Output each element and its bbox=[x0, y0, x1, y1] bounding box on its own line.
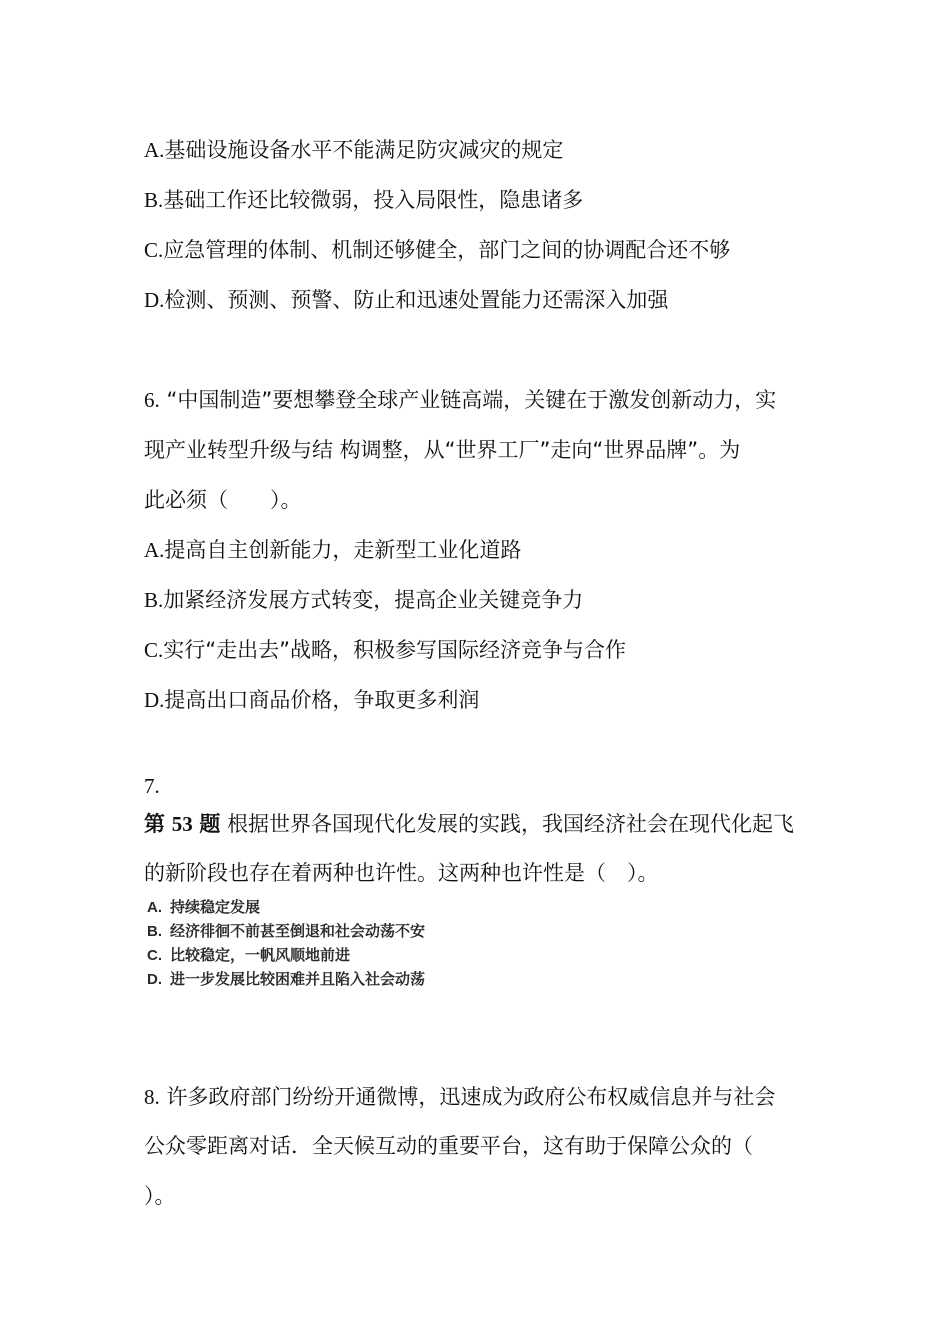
q6-stem-line-2 bbox=[144, 436, 740, 464]
q7-number: 7. bbox=[144, 774, 160, 798]
q5-option-a-letter: A. bbox=[144, 138, 165, 162]
q8-stem-line-2 bbox=[144, 1132, 753, 1160]
q7-option-b bbox=[147, 922, 425, 941]
q7-option-c-letter: C. bbox=[147, 947, 162, 964]
q6-stem-line-3 bbox=[144, 486, 302, 514]
q7-label-suffix: 题 bbox=[199, 812, 221, 836]
q8-stem-text-1: 许多政府部门纷纷开通微博，迅速成为政府公布权威信息并与社会 bbox=[166, 1085, 776, 1109]
q7-option-b-letter: B. bbox=[147, 923, 162, 940]
q7-stem-line-1 bbox=[144, 810, 794, 838]
q8-number: 8. bbox=[144, 1085, 160, 1109]
q6-stem-line-1 bbox=[144, 386, 776, 414]
q7-stem-line-2 bbox=[144, 859, 659, 887]
q7-option-a-letter: A. bbox=[147, 899, 162, 916]
q7-option-c-text: 比较稳定，一帆风顺地前进 bbox=[170, 946, 351, 964]
q7-option-d-text: 进一步发展比较困难并且陷入社会动荡 bbox=[170, 970, 426, 988]
q6-option-d bbox=[144, 686, 479, 714]
q6-option-d-letter: D. bbox=[144, 688, 165, 712]
q6-option-c-text: 实行“走出去”战略，积极参写国际经济竞争与合作 bbox=[163, 638, 627, 662]
q8-stem-text-2: 公众零距离对话．全天候互动的重要平台，这有助于保障公众的（ bbox=[144, 1134, 753, 1158]
q5-option-a-text: 基础设施设备水平不能满足防灾减灾的规定 bbox=[164, 138, 564, 162]
q7-number-line bbox=[144, 772, 160, 800]
q7-stem-text-2: 的新阶段也存在着两种也许性。这两种也许性是（ ）。 bbox=[144, 861, 659, 885]
q7-option-d bbox=[147, 970, 425, 989]
q5-option-d-text: 检测、预测、预警、防止和迅速处置能力还需深入加强 bbox=[164, 288, 669, 312]
q6-option-c bbox=[144, 636, 626, 664]
q8-stem-text-3: ）。 bbox=[144, 1184, 176, 1208]
q6-option-b-letter: B. bbox=[144, 588, 164, 612]
q6-option-d-text: 提高出口商品价格，争取更多利润 bbox=[164, 688, 480, 712]
q5-option-c-letter: C. bbox=[144, 238, 164, 262]
q5-option-b bbox=[144, 186, 583, 214]
q5-option-b-text: 基础工作还比较微弱，投入局限性，隐患诸多 bbox=[163, 188, 584, 212]
q6-option-c-letter: C. bbox=[144, 638, 164, 662]
q6-option-b bbox=[144, 586, 583, 614]
q6-number: 6. bbox=[144, 388, 160, 412]
q5-option-c bbox=[144, 236, 730, 264]
q6-option-a-letter: A. bbox=[144, 538, 165, 562]
q6-option-a bbox=[144, 536, 521, 564]
q5-option-c-text: 应急管理的体制、机制还够健全，部门之间的协调配合还不够 bbox=[163, 238, 731, 262]
q8-stem-line-1 bbox=[144, 1083, 775, 1111]
q5-option-d bbox=[144, 286, 668, 314]
q6-option-a-text: 提高自主创新能力，走新型工业化道路 bbox=[164, 538, 522, 562]
q8-stem-line-3 bbox=[144, 1182, 176, 1210]
q5-option-a bbox=[144, 136, 563, 164]
q7-option-a-text: 持续稳定发展 bbox=[170, 898, 261, 916]
q7-label-prefix: 第 bbox=[144, 812, 165, 836]
q6-stem-text-3: 此必须（ ）。 bbox=[144, 488, 302, 512]
q7-option-c bbox=[147, 946, 350, 965]
q7-option-a bbox=[147, 898, 260, 917]
q7-stem-text-1: 根据世界各国现代化发展的实践，我国经济社会在现代化起飞 bbox=[227, 812, 795, 836]
q6-option-b-text: 加紧经济发展方式转变，提高企业关键竞争力 bbox=[163, 588, 584, 612]
q6-stem-text-2: 现产业转型升级与结 构调整，从“世界工厂”走向“世界品牌”。为 bbox=[144, 438, 741, 462]
q7-option-b-text: 经济徘徊不前甚至倒退和社会动荡不安 bbox=[170, 922, 426, 940]
q5-option-d-letter: D. bbox=[144, 288, 165, 312]
q5-option-b-letter: B. bbox=[144, 188, 164, 212]
q6-stem-text-1: “中国制造”要想攀登全球产业链高端，关键在于激发创新动力，实 bbox=[166, 388, 777, 412]
q7-label-num: 53 bbox=[171, 812, 193, 836]
q7-option-d-letter: D. bbox=[147, 971, 162, 988]
